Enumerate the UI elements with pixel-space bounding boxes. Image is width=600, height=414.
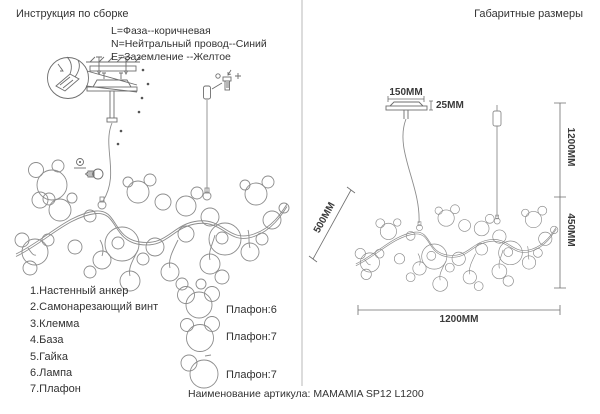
ceiling-mount xyxy=(86,57,149,145)
suspension-cord-left xyxy=(103,123,112,201)
canopy xyxy=(386,102,427,119)
legend-ground: E=Заземление --Желтое xyxy=(111,51,231,63)
article-name: Наименование артикула: MAMAMIA SP12 L1200 xyxy=(188,388,424,400)
parts-list-item: 5.Гайка xyxy=(30,350,68,363)
dimensions-diagram xyxy=(309,96,566,315)
legend-phase: L=Фаза--коричневая xyxy=(111,25,211,37)
dim-cord-left xyxy=(403,119,419,223)
shade-label-6: Плафон:6 xyxy=(226,304,277,316)
parts-list-item: 4.База xyxy=(30,334,64,347)
parts-list xyxy=(30,285,158,400)
spare-shade-cluster xyxy=(29,160,68,208)
lamp-screw-detail xyxy=(74,159,103,180)
shade-example-7a xyxy=(181,317,220,352)
shade-example-7b xyxy=(181,355,218,388)
dim-label-canopy-height: 25MM xyxy=(436,100,464,111)
dim-label-drop-height: 1200MM xyxy=(564,127,576,167)
parts-list-item: 1.Настенный анкер xyxy=(30,285,129,297)
parts-list-item: 7.Плафон xyxy=(30,383,81,396)
parts-list-item: 3.Клемма xyxy=(30,317,80,330)
cord-adjuster-detail xyxy=(204,70,242,99)
dim-label-body-width: 1200MM xyxy=(439,314,479,325)
dim-label-body-depth: 500MM xyxy=(311,200,338,236)
legend-neutral: N=Нейтральный провод--Синий xyxy=(111,38,267,50)
left-header: Инструкция по сборке xyxy=(16,8,129,20)
terminal-detail-circle xyxy=(48,57,138,99)
dim-cord-middle xyxy=(493,105,501,217)
chandelier-left xyxy=(15,174,289,291)
chandelier-right xyxy=(355,205,558,292)
shade-label-7b: Плафон:7 xyxy=(226,369,277,381)
dim-25 xyxy=(429,101,433,110)
parts-list-item: 2.Самонарезающий винт xyxy=(30,301,159,314)
shade-label-7a: Плафон:7 xyxy=(226,331,277,343)
shade-example-6 xyxy=(178,279,220,318)
dim-label-canopy-width: 150MM xyxy=(389,87,423,98)
right-header: Габаритные размеры xyxy=(474,8,583,20)
parts-list-item: 6.Лампа xyxy=(30,366,73,379)
dim-label-body-height: 450MM xyxy=(564,213,576,247)
